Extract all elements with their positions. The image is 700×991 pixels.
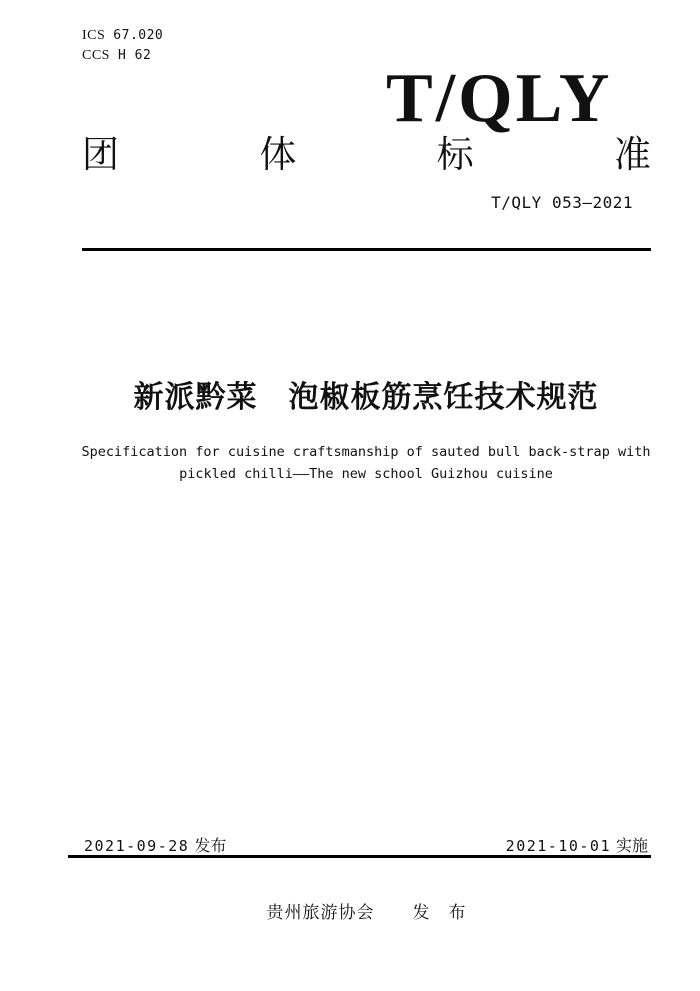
issue-date <box>84 837 226 856</box>
document-subtitle-en <box>41 441 691 485</box>
implementation-date-label: 实施 <box>615 838 648 855</box>
brand-mark: T/QLY <box>386 60 613 137</box>
ics-label: ICS <box>82 28 106 43</box>
ccs-code <box>82 46 163 66</box>
issue-date-label: 发布 <box>194 838 227 855</box>
standard-type-char: 标 <box>436 135 474 176</box>
standard-type-char: 团 <box>82 135 119 176</box>
document-title: 新派黔菜 泡椒板筋烹饪技术规范 <box>133 381 599 414</box>
implementation-date-value: 2021-10-01 <box>505 837 611 855</box>
ics-code <box>82 26 163 46</box>
subtitle-line-2: pickled chilli——The new school Guizhou cuisine <box>179 466 553 482</box>
footer-rule <box>68 855 651 858</box>
publisher-org: 贵州旅游协会 <box>266 903 375 922</box>
ccs-label: CCS <box>82 48 110 63</box>
implementation-date <box>506 837 648 856</box>
issue-date-value: 2021-09-28 <box>84 837 190 855</box>
footer-dates <box>84 837 648 856</box>
standard-number: T/QLY 053—2021 <box>491 193 633 212</box>
publisher-action: 发 布 <box>412 903 467 922</box>
classification-codes <box>82 26 163 66</box>
ccs-value: H 62 <box>117 48 152 63</box>
standard-type-char: 体 <box>259 135 297 176</box>
ics-value: 67.020 <box>113 28 164 43</box>
standard-type-char: 准 <box>613 135 651 176</box>
header-rule <box>82 248 651 251</box>
standard-type-name <box>82 137 651 174</box>
subtitle-line-1: Specification for cuisine craftsmanship of sauted bull back-strap with <box>81 444 651 460</box>
publisher-line <box>82 903 651 923</box>
